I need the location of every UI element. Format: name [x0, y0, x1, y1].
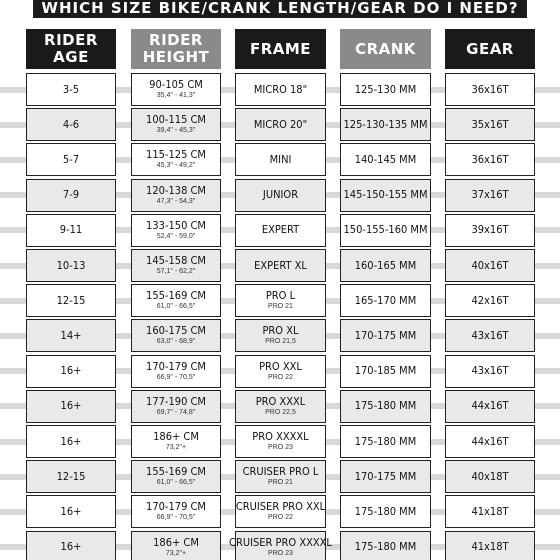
height-subvalue: 47,3" - 54,3": [156, 197, 196, 205]
height-value: 177-190 CM: [146, 394, 206, 408]
header-gear: [445, 29, 535, 69]
height-value: 170-179 CM: [146, 359, 206, 373]
age-value: 12-15: [56, 293, 86, 307]
height-value: 186+ CM: [153, 430, 199, 443]
table-cell-frame: [235, 73, 326, 106]
table-cell-crank: [340, 214, 431, 247]
frame-value: MICRO 20": [253, 117, 308, 131]
table-cell-height: [131, 531, 221, 560]
header-frame-label: FRAME: [249, 39, 312, 58]
table-cell-crank: [340, 460, 431, 493]
table-cell-frame: [235, 249, 326, 282]
frame-subvalue: PRO 23: [268, 549, 293, 557]
chart-title: [0, 0, 560, 19]
table-cell-age: [26, 249, 116, 282]
age-value: 5-7: [62, 152, 80, 166]
frame-subvalue: PRO 22: [268, 373, 293, 381]
header-crank-label: CRANK: [355, 39, 416, 58]
table-cell-gear: [445, 531, 535, 560]
table-cell-age: [26, 425, 116, 458]
crank-value: 125-130 MM: [354, 82, 417, 96]
table-cell-height: [131, 214, 221, 247]
height-value: 115-125 CM: [146, 148, 206, 162]
height-value: 160-175 CM: [146, 324, 206, 338]
height-value: 155-169 CM: [146, 465, 206, 479]
table-cell-frame: [235, 284, 326, 317]
table-cell-age: [26, 73, 116, 106]
frame-value: PRO XXL: [259, 359, 302, 373]
frame-subvalue: PRO 22,5: [265, 408, 296, 416]
table-cell-crank: [340, 143, 431, 176]
chart-title-text: WHICH SIZE BIKE/CRANK LENGTH/GEAR DO I NEED?: [33, 0, 526, 18]
table-cell-frame: [235, 108, 326, 141]
gear-value: 40x16T: [471, 258, 509, 272]
table-cell-height: [131, 73, 221, 106]
frame-value: CRUISER PRO XXL: [235, 500, 326, 514]
gear-value: 36x16T: [471, 82, 509, 96]
table-cell-age: [26, 319, 116, 352]
crank-value: 170-175 MM: [354, 469, 417, 483]
table-cell-frame: [235, 425, 326, 458]
gear-value: 36x16T: [471, 152, 509, 166]
crank-value: 170-185 MM: [354, 364, 417, 378]
table-cell-height: [131, 495, 221, 528]
header-rider-height: [131, 29, 221, 69]
age-value: 16+: [60, 364, 82, 378]
age-value: 16+: [60, 399, 82, 413]
header-rider-height-line1: RIDER: [149, 31, 203, 49]
height-subvalue: 61,0" - 66,5": [156, 479, 196, 487]
table-cell-frame: [235, 179, 326, 212]
height-value: 170-179 CM: [146, 500, 206, 514]
crank-value: 175-180 MM: [354, 504, 417, 518]
table-cell-crank: [340, 425, 431, 458]
height-value: 145-158 CM: [146, 254, 206, 267]
height-value: 186+ CM: [153, 535, 199, 549]
gear-value: 35x16T: [471, 117, 509, 131]
header-rider-height-line2: HEIGHT: [142, 48, 210, 66]
table-cell-frame: [235, 495, 326, 528]
table-cell-age: [26, 390, 116, 423]
height-subvalue: 66,9" - 70,5": [156, 514, 196, 522]
frame-subvalue: PRO 22: [268, 514, 293, 522]
table-cell-crank: [340, 73, 431, 106]
age-value: 7-9: [62, 188, 80, 202]
frame-value: MICRO 18": [253, 82, 308, 96]
crank-value: 150-155-160 MM: [343, 223, 428, 237]
header-frame: [235, 29, 326, 69]
table-cell-height: [131, 460, 221, 493]
gear-value: 41x18T: [471, 540, 509, 554]
height-subvalue: 39,4" - 45,3": [156, 127, 196, 135]
gear-value: 39x16T: [471, 223, 509, 237]
frame-value: EXPERT: [261, 223, 300, 237]
table-cell-height: [131, 355, 221, 388]
height-value: 133-150 CM: [146, 218, 206, 232]
header-rider-age-line2: AGE: [53, 48, 89, 66]
age-value: 9-11: [59, 223, 83, 237]
table-cell-frame: [235, 319, 326, 352]
height-subvalue: 45,3" - 49,2": [156, 162, 196, 170]
table-cell-crank: [340, 495, 431, 528]
table-cell-gear: [445, 214, 535, 247]
frame-value: PRO XXXL: [255, 394, 306, 408]
table-cell-height: [131, 284, 221, 317]
frame-subvalue: PRO 21,5: [265, 338, 296, 346]
crank-value: 165-170 MM: [354, 293, 417, 307]
frame-value: PRO XXXXL: [252, 430, 309, 443]
table-cell-frame: [235, 390, 326, 423]
frame-value: CRUISER PRO XXXXL: [229, 535, 332, 549]
table-cell-gear: [445, 355, 535, 388]
header-rider-age-line1: RIDER: [44, 31, 98, 49]
table-cell-height: [131, 108, 221, 141]
table-cell-gear: [445, 73, 535, 106]
height-subvalue: 52,4" - 59,0": [156, 232, 196, 240]
age-value: 12-15: [56, 469, 86, 483]
gear-value: 42x16T: [471, 293, 509, 307]
gear-value: 43x16T: [471, 328, 509, 342]
gear-value: 43x16T: [471, 364, 509, 378]
table-cell-gear: [445, 319, 535, 352]
table-cell-crank: [340, 319, 431, 352]
age-value: 16+: [60, 504, 82, 518]
table-cell-age: [26, 355, 116, 388]
table-cell-gear: [445, 249, 535, 282]
age-value: 16+: [60, 540, 82, 554]
height-value: 100-115 CM: [146, 113, 206, 127]
table-cell-height: [131, 249, 221, 282]
crank-value: 140-145 MM: [354, 152, 417, 166]
header-gear-label: GEAR: [466, 39, 514, 58]
crank-value: 175-180 MM: [354, 434, 417, 448]
table-cell-height: [131, 179, 221, 212]
table-cell-crank: [340, 179, 431, 212]
gear-value: 44x16T: [471, 399, 509, 413]
height-subvalue: 61,0" - 66,5": [156, 303, 196, 311]
height-subvalue: 73,2"+: [165, 549, 187, 557]
table-cell-crank: [340, 390, 431, 423]
table-cell-gear: [445, 425, 535, 458]
height-subvalue: 35,4" - 41,3": [156, 92, 196, 99]
crank-value: 125-130-135 MM: [343, 117, 428, 131]
crank-value: 145-150-155 MM: [343, 188, 428, 202]
table-cell-age: [26, 284, 116, 317]
table-cell-height: [131, 143, 221, 176]
table-cell-height: [131, 425, 221, 458]
table-cell-frame: [235, 355, 326, 388]
height-subvalue: 69,7" - 74,8": [156, 408, 196, 416]
frame-value: CRUISER PRO L: [242, 465, 319, 479]
table-cell-age: [26, 179, 116, 212]
table-cell-age: [26, 214, 116, 247]
age-value: 4-6: [62, 117, 80, 131]
table-cell-gear: [445, 495, 535, 528]
table-cell-crank: [340, 531, 431, 560]
height-subvalue: 57,1" - 62,2": [156, 268, 196, 275]
header-rider-age: [26, 29, 116, 69]
gear-value: 41x18T: [471, 504, 509, 518]
height-value: 120-138 CM: [146, 183, 206, 197]
age-value: 10-13: [56, 258, 86, 272]
table-cell-crank: [340, 284, 431, 317]
frame-subvalue: PRO 21: [268, 479, 293, 487]
table-cell-frame: [229, 531, 332, 560]
age-value: 14+: [60, 328, 82, 342]
frame-value: PRO XL: [262, 324, 299, 338]
frame-value: PRO L: [265, 289, 296, 303]
table-cell-frame: [235, 214, 326, 247]
gear-value: 44x16T: [471, 434, 509, 448]
crank-value: 175-180 MM: [354, 540, 417, 554]
gear-value: 37x16T: [471, 188, 509, 202]
table-cell-age: [26, 495, 116, 528]
table-cell-gear: [445, 143, 535, 176]
frame-value: JUNIOR: [262, 188, 299, 202]
height-subvalue: 73,2"+: [165, 444, 187, 451]
height-subvalue: 66,9" - 70,5": [156, 373, 196, 381]
table-cell-height: [131, 319, 221, 352]
crank-value: 170-175 MM: [354, 328, 417, 342]
frame-subvalue: PRO 21: [268, 303, 293, 311]
frame-subvalue: PRO 23: [268, 444, 293, 451]
table-cell-crank: [340, 108, 431, 141]
size-chart-table: [0, 19, 560, 560]
table-cell-age: [26, 531, 116, 560]
table-cell-crank: [340, 355, 431, 388]
table-cell-gear: [445, 284, 535, 317]
frame-value: MINI: [269, 152, 292, 166]
age-value: 16+: [60, 434, 82, 448]
gear-value: 40x18T: [471, 469, 509, 483]
table-cell-gear: [445, 390, 535, 423]
table-cell-age: [26, 460, 116, 493]
height-subvalue: 63,0" - 68,9": [156, 338, 196, 346]
table-cell-gear: [445, 460, 535, 493]
height-value: 90-105 CM: [149, 78, 203, 91]
table-cell-height: [131, 390, 221, 423]
table-cell-gear: [445, 108, 535, 141]
age-value: 3-5: [62, 82, 80, 96]
table-cell-frame: [235, 143, 326, 176]
frame-value: EXPERT XL: [254, 258, 307, 272]
header-crank: [340, 29, 431, 69]
table-cell-crank: [340, 249, 431, 282]
crank-value: 175-180 MM: [354, 399, 417, 413]
crank-value: 160-165 MM: [354, 258, 417, 272]
table-cell-frame: [235, 460, 326, 493]
table-cell-age: [26, 108, 116, 141]
table-cell-age: [26, 143, 116, 176]
height-value: 155-169 CM: [146, 289, 206, 303]
table-cell-gear: [445, 179, 535, 212]
